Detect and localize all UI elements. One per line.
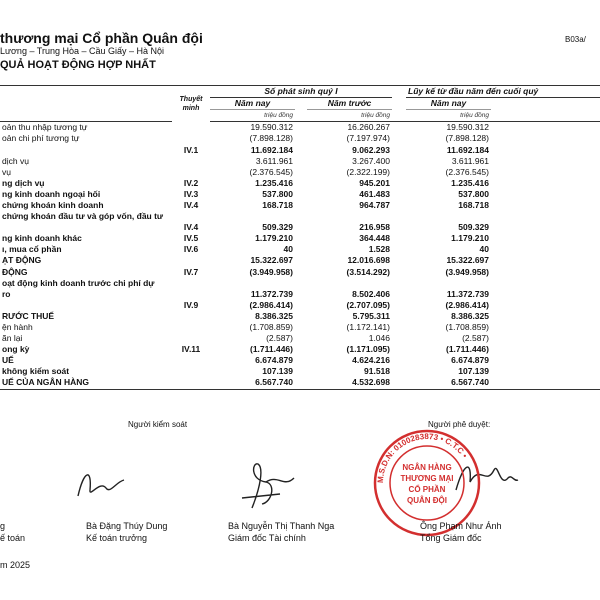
ceo-role: Tổng Giám đốc bbox=[420, 533, 482, 543]
income-statement-table bbox=[0, 85, 600, 390]
row-label: ro bbox=[2, 288, 11, 299]
row-label: ong kỳ bbox=[2, 344, 30, 355]
spacer bbox=[392, 300, 406, 311]
row-ytd-value: (7.898.128) bbox=[445, 133, 489, 144]
chief-accountant-name: Bà Đặng Thúy Dung bbox=[86, 521, 168, 531]
row-label: UẾ bbox=[2, 355, 14, 366]
row-last-year-value: 964.787 bbox=[359, 199, 390, 210]
row-note: IV.4 bbox=[183, 222, 199, 233]
row-this-year-value: 168.718 bbox=[262, 199, 293, 210]
row-note: IV.11 bbox=[181, 344, 201, 355]
spacer bbox=[392, 178, 406, 189]
ceo-name: Ông Phạm Như Ánh bbox=[420, 521, 502, 531]
spacer bbox=[491, 156, 600, 167]
spacer bbox=[491, 366, 600, 377]
row-label: oản thu nhập tương tự bbox=[2, 122, 88, 133]
spacer bbox=[491, 355, 600, 366]
table-row bbox=[0, 144, 600, 155]
row-this-year-value: 6.567.740 bbox=[210, 377, 295, 389]
spacer bbox=[491, 278, 600, 289]
ytd-this-year-header: Năm nay bbox=[406, 98, 491, 110]
spacer bbox=[392, 344, 406, 355]
spacer bbox=[392, 255, 406, 266]
row-note bbox=[172, 333, 210, 344]
table-row bbox=[0, 222, 600, 233]
spacer bbox=[392, 200, 406, 211]
unit-label: triệu đồng bbox=[210, 110, 295, 122]
row-this-year-value: (7.898.128) bbox=[249, 133, 293, 144]
row-note bbox=[172, 278, 210, 289]
row-ytd-value: 6.567.740 bbox=[406, 377, 491, 389]
spacer bbox=[392, 267, 406, 278]
preparer-name: g bbox=[0, 521, 6, 531]
table-row bbox=[0, 122, 600, 134]
row-note bbox=[172, 133, 210, 144]
svg-text:THƯƠNG MẠI: THƯƠNG MẠI bbox=[400, 474, 454, 483]
row-this-year-value: 19.590.312 bbox=[250, 122, 293, 133]
row-last-year-value: (1.172.141) bbox=[346, 322, 390, 333]
spacer bbox=[295, 267, 307, 278]
row-this-year-value: 6.674.879 bbox=[255, 355, 293, 366]
table-row bbox=[0, 200, 600, 211]
spacer bbox=[295, 289, 307, 300]
row-label: vụ bbox=[2, 166, 11, 177]
row-note bbox=[172, 255, 210, 266]
row-ytd-value: 40 bbox=[479, 244, 489, 255]
spacer bbox=[392, 311, 406, 322]
row-label: ẠT ĐỘNG bbox=[2, 255, 42, 266]
spacer bbox=[392, 333, 406, 344]
table-row bbox=[0, 355, 600, 366]
row-last-year-value: 4.624.216 bbox=[352, 355, 390, 366]
cfo-role: Giám đốc Tài chính bbox=[228, 533, 306, 543]
row-this-year-value: 509.329 bbox=[262, 222, 293, 233]
report-title: QUẢ HOẠT ĐỘNG HỢP NHẤT bbox=[0, 59, 156, 71]
row-label: không kiểm soát bbox=[2, 366, 70, 377]
row-ytd-value: (2.376.545) bbox=[445, 166, 489, 177]
table-row bbox=[0, 366, 600, 377]
row-this-year-value: (1.711.446) bbox=[249, 344, 293, 355]
form-code: B03a/ bbox=[565, 35, 586, 44]
row-note: IV.1 bbox=[183, 144, 199, 155]
row-ytd-value: (1.711.446) bbox=[445, 344, 489, 355]
row-note: IV.4 bbox=[183, 199, 199, 210]
svg-text:QUÂN ĐỘI: QUÂN ĐỘI bbox=[407, 496, 447, 505]
row-last-year-value: 16.260.267 bbox=[347, 122, 390, 133]
spacer bbox=[491, 344, 600, 355]
row-note bbox=[172, 167, 210, 178]
table-row bbox=[0, 300, 600, 311]
row-label: ện hành bbox=[2, 322, 33, 333]
spacer bbox=[392, 289, 406, 300]
spacer bbox=[491, 255, 600, 266]
row-label: ãn lại bbox=[2, 333, 23, 344]
table-row bbox=[0, 344, 600, 355]
spacer bbox=[295, 200, 307, 211]
spacer bbox=[491, 300, 600, 311]
row-last-year-value: 91.518 bbox=[364, 366, 390, 377]
ytd-group-header: Lũy kế từ đầu năm đến cuối quý bbox=[406, 86, 600, 98]
row-this-year-value: 3.611.961 bbox=[255, 155, 293, 166]
row-note: IV.5 bbox=[183, 233, 199, 244]
table-row bbox=[0, 267, 600, 278]
spacer bbox=[491, 133, 600, 144]
row-this-year-value: 40 bbox=[283, 244, 293, 255]
row-ytd-value: 537.800 bbox=[458, 188, 489, 199]
group-header-row bbox=[0, 86, 600, 98]
table-row bbox=[0, 255, 600, 266]
row-this-year-value: 1.179.210 bbox=[255, 233, 293, 244]
row-note bbox=[172, 156, 210, 167]
unit-label: triệu đồng bbox=[307, 110, 392, 122]
spacer bbox=[491, 189, 600, 200]
chief-accountant-signature bbox=[70, 462, 130, 507]
spacer bbox=[295, 377, 307, 389]
row-last-year-value bbox=[307, 278, 392, 289]
row-last-year-value: 364.448 bbox=[359, 233, 390, 244]
row-last-year-value: (3.514.292) bbox=[346, 266, 390, 277]
spacer bbox=[491, 144, 600, 155]
row-label bbox=[0, 222, 172, 233]
spacer bbox=[295, 122, 307, 134]
this-year-header: Năm nay bbox=[210, 98, 295, 110]
table-row bbox=[0, 167, 600, 178]
row-label: ng dịch vụ bbox=[2, 177, 45, 188]
spacer bbox=[491, 122, 600, 134]
spacer bbox=[392, 211, 406, 222]
table-row bbox=[0, 322, 600, 333]
row-note: IV.7 bbox=[183, 266, 199, 277]
row-label: chứng khoán kinh doanh bbox=[2, 199, 104, 210]
row-label: ı, mua cổ phần bbox=[2, 244, 62, 255]
row-this-year-value: (2.986.414) bbox=[249, 299, 293, 310]
spacer bbox=[491, 222, 600, 233]
row-ytd-value: 15.322.697 bbox=[446, 255, 489, 266]
spacer bbox=[295, 178, 307, 189]
row-this-year-value: (1.708.859) bbox=[249, 322, 293, 333]
reviewer-title: Người kiểm soát bbox=[128, 420, 188, 429]
row-this-year-value: (3.949.958) bbox=[249, 266, 293, 277]
spacer bbox=[392, 122, 406, 134]
spacer bbox=[295, 167, 307, 178]
table-row bbox=[0, 311, 600, 322]
table-row bbox=[0, 333, 600, 344]
spacer bbox=[491, 178, 600, 189]
cfo-signature bbox=[232, 458, 302, 518]
bank-name: thương mại Cổ phần Quân đội bbox=[0, 30, 203, 46]
row-note bbox=[172, 122, 210, 134]
row-ytd-value bbox=[406, 278, 491, 289]
row-note: IV.9 bbox=[183, 299, 199, 310]
row-label: ng kinh doanh khác bbox=[2, 233, 82, 244]
svg-text:M.S.D.N: 0100283873 • C.T.C •: M.S.D.N: 0100283873 • C.T.C • bbox=[375, 431, 470, 484]
bank-address: Lương – Trung Hòa – Cầu Giấy – Hà Nội bbox=[0, 46, 165, 56]
row-last-year-value: 5.795.311 bbox=[352, 310, 390, 321]
row-ytd-value: 11.372.739 bbox=[446, 288, 489, 299]
row-last-year-value bbox=[307, 211, 392, 222]
row-this-year-value: 11.692.184 bbox=[250, 144, 293, 155]
row-label: dịch vụ bbox=[2, 155, 29, 166]
row-ytd-value: 1.179.210 bbox=[451, 233, 489, 244]
row-note bbox=[172, 289, 210, 300]
spacer bbox=[392, 377, 406, 389]
last-year-header: Năm trước bbox=[307, 98, 392, 110]
spacer bbox=[295, 322, 307, 333]
spacer bbox=[491, 322, 600, 333]
spacer bbox=[491, 244, 600, 255]
row-last-year-value: 1.046 bbox=[368, 333, 390, 344]
spacer bbox=[392, 133, 406, 144]
spacer bbox=[295, 244, 307, 255]
row-this-year-value bbox=[210, 211, 295, 222]
row-ytd-value: 19.590.312 bbox=[446, 122, 489, 133]
spacer bbox=[491, 333, 600, 344]
preparer-role: ế toán bbox=[0, 533, 26, 543]
row-last-year-value: (1.171.095) bbox=[346, 344, 390, 355]
spacer bbox=[295, 189, 307, 200]
spacer bbox=[295, 344, 307, 355]
table-row bbox=[0, 178, 600, 189]
quarter-group-header: Số phát sinh quý I bbox=[210, 86, 392, 98]
row-label: chứng khoán đầu tư và góp vốn, đầu tư bbox=[2, 211, 164, 222]
spacer bbox=[491, 200, 600, 211]
spacer bbox=[491, 211, 600, 222]
row-label: oản chi phí tương tự bbox=[2, 133, 80, 144]
row-label: ng kinh doanh ngoại hối bbox=[2, 188, 101, 199]
spacer bbox=[295, 278, 307, 289]
table-row bbox=[0, 133, 600, 144]
svg-text:NGÂN HÀNG: NGÂN HÀNG bbox=[402, 463, 452, 472]
row-ytd-value: 168.718 bbox=[458, 199, 489, 210]
spacer bbox=[491, 377, 600, 389]
row-note bbox=[172, 377, 210, 389]
row-ytd-value: 509.329 bbox=[458, 222, 489, 233]
spacer bbox=[491, 167, 600, 178]
table-row bbox=[0, 211, 600, 222]
spacer bbox=[392, 156, 406, 167]
row-this-year-value: (2.587) bbox=[266, 333, 293, 344]
row-note bbox=[172, 311, 210, 322]
table-row bbox=[0, 233, 600, 244]
row-ytd-value: 3.611.961 bbox=[451, 155, 489, 166]
spacer bbox=[295, 133, 307, 144]
spacer bbox=[392, 355, 406, 366]
row-ytd-value: 8.386.325 bbox=[451, 310, 489, 321]
spacer bbox=[295, 255, 307, 266]
row-this-year-value: 1.235.416 bbox=[255, 177, 293, 188]
row-ytd-value: (2.587) bbox=[462, 333, 489, 344]
row-ytd-value: 11.692.184 bbox=[446, 144, 489, 155]
spacer bbox=[295, 355, 307, 366]
report-header bbox=[0, 0, 600, 80]
spacer bbox=[392, 167, 406, 178]
table-row bbox=[0, 189, 600, 200]
row-last-year-value: 945.201 bbox=[359, 177, 390, 188]
row-ytd-value: 6.674.879 bbox=[451, 355, 489, 366]
table-row bbox=[0, 377, 600, 389]
row-ytd-value: 107.139 bbox=[458, 366, 489, 377]
spacer bbox=[491, 233, 600, 244]
table-row bbox=[0, 244, 600, 255]
table-row bbox=[0, 278, 600, 289]
row-this-year-value: (2.376.545) bbox=[249, 166, 293, 177]
row-last-year-value: (2.707.095) bbox=[346, 299, 390, 310]
cfo-name: Bà Nguyễn Thị Thanh Nga bbox=[228, 521, 335, 531]
spacer bbox=[491, 289, 600, 300]
spacer bbox=[392, 366, 406, 377]
spacer bbox=[295, 366, 307, 377]
row-this-year-value: 537.800 bbox=[262, 188, 293, 199]
row-last-year-value: 461.483 bbox=[359, 188, 390, 199]
unit-row bbox=[0, 110, 600, 122]
column-header-row bbox=[0, 98, 600, 110]
row-last-year-value: 216.958 bbox=[359, 222, 390, 233]
table-row bbox=[0, 156, 600, 167]
spacer bbox=[295, 222, 307, 233]
spacer bbox=[392, 144, 406, 155]
row-label: oạt động kinh doanh trước chi phí dự bbox=[2, 277, 155, 288]
row-last-year-value: (7.197.974) bbox=[346, 133, 390, 144]
row-this-year-value: 107.139 bbox=[262, 366, 293, 377]
spacer bbox=[491, 267, 600, 278]
report-date: m 2025 bbox=[0, 560, 31, 570]
row-last-year-value: 1.528 bbox=[368, 244, 390, 255]
row-ytd-value bbox=[406, 211, 491, 222]
row-last-year-value: 9.062.293 bbox=[352, 144, 390, 155]
spacer bbox=[295, 156, 307, 167]
spacer bbox=[392, 322, 406, 333]
spacer bbox=[295, 300, 307, 311]
row-label bbox=[0, 300, 172, 311]
row-note bbox=[172, 322, 210, 333]
chief-accountant-role: Kế toán trưởng bbox=[86, 533, 147, 543]
spacer bbox=[295, 233, 307, 244]
row-this-year-value bbox=[210, 278, 295, 289]
table-row bbox=[0, 289, 600, 300]
spacer bbox=[392, 189, 406, 200]
row-note bbox=[172, 355, 210, 366]
row-last-year-value: (2.322.199) bbox=[346, 166, 390, 177]
svg-text:CỔ PHẦN: CỔ PHẦN bbox=[408, 485, 446, 494]
row-note bbox=[172, 211, 210, 222]
row-label bbox=[0, 144, 172, 155]
row-note: IV.6 bbox=[183, 244, 199, 255]
row-this-year-value: 8.386.325 bbox=[255, 310, 293, 321]
row-note: IV.2 bbox=[183, 177, 199, 188]
row-note: IV.3 bbox=[183, 188, 199, 199]
row-last-year-value: 12.016.698 bbox=[347, 255, 390, 266]
spacer bbox=[295, 333, 307, 344]
row-this-year-value: 11.372.739 bbox=[250, 288, 293, 299]
spacer bbox=[392, 233, 406, 244]
note-column-header: Thuyết minh bbox=[172, 86, 210, 122]
row-ytd-value: (1.708.859) bbox=[445, 322, 489, 333]
spacer bbox=[295, 211, 307, 222]
row-last-year-value: 4.532.698 bbox=[307, 377, 392, 389]
row-label: RƯỚC THUẾ bbox=[2, 310, 55, 321]
row-label: UẾ CỦA NGÂN HÀNG bbox=[0, 377, 172, 389]
spacer bbox=[392, 222, 406, 233]
row-label: ĐỘNG bbox=[2, 266, 28, 277]
row-ytd-value: 1.235.416 bbox=[451, 177, 489, 188]
row-last-year-value: 8.502.406 bbox=[352, 288, 390, 299]
row-note bbox=[172, 366, 210, 377]
spacer bbox=[392, 278, 406, 289]
row-this-year-value: 15.322.697 bbox=[250, 255, 293, 266]
row-ytd-value: (2.986.414) bbox=[445, 299, 489, 310]
spacer bbox=[392, 244, 406, 255]
spacer bbox=[491, 311, 600, 322]
spacer bbox=[295, 311, 307, 322]
spacer bbox=[295, 144, 307, 155]
approver-title: Người phê duyệt: bbox=[428, 420, 491, 429]
row-ytd-value: (3.949.958) bbox=[445, 266, 489, 277]
row-last-year-value: 3.267.400 bbox=[352, 155, 390, 166]
unit-label: triệu đồng bbox=[406, 110, 491, 122]
